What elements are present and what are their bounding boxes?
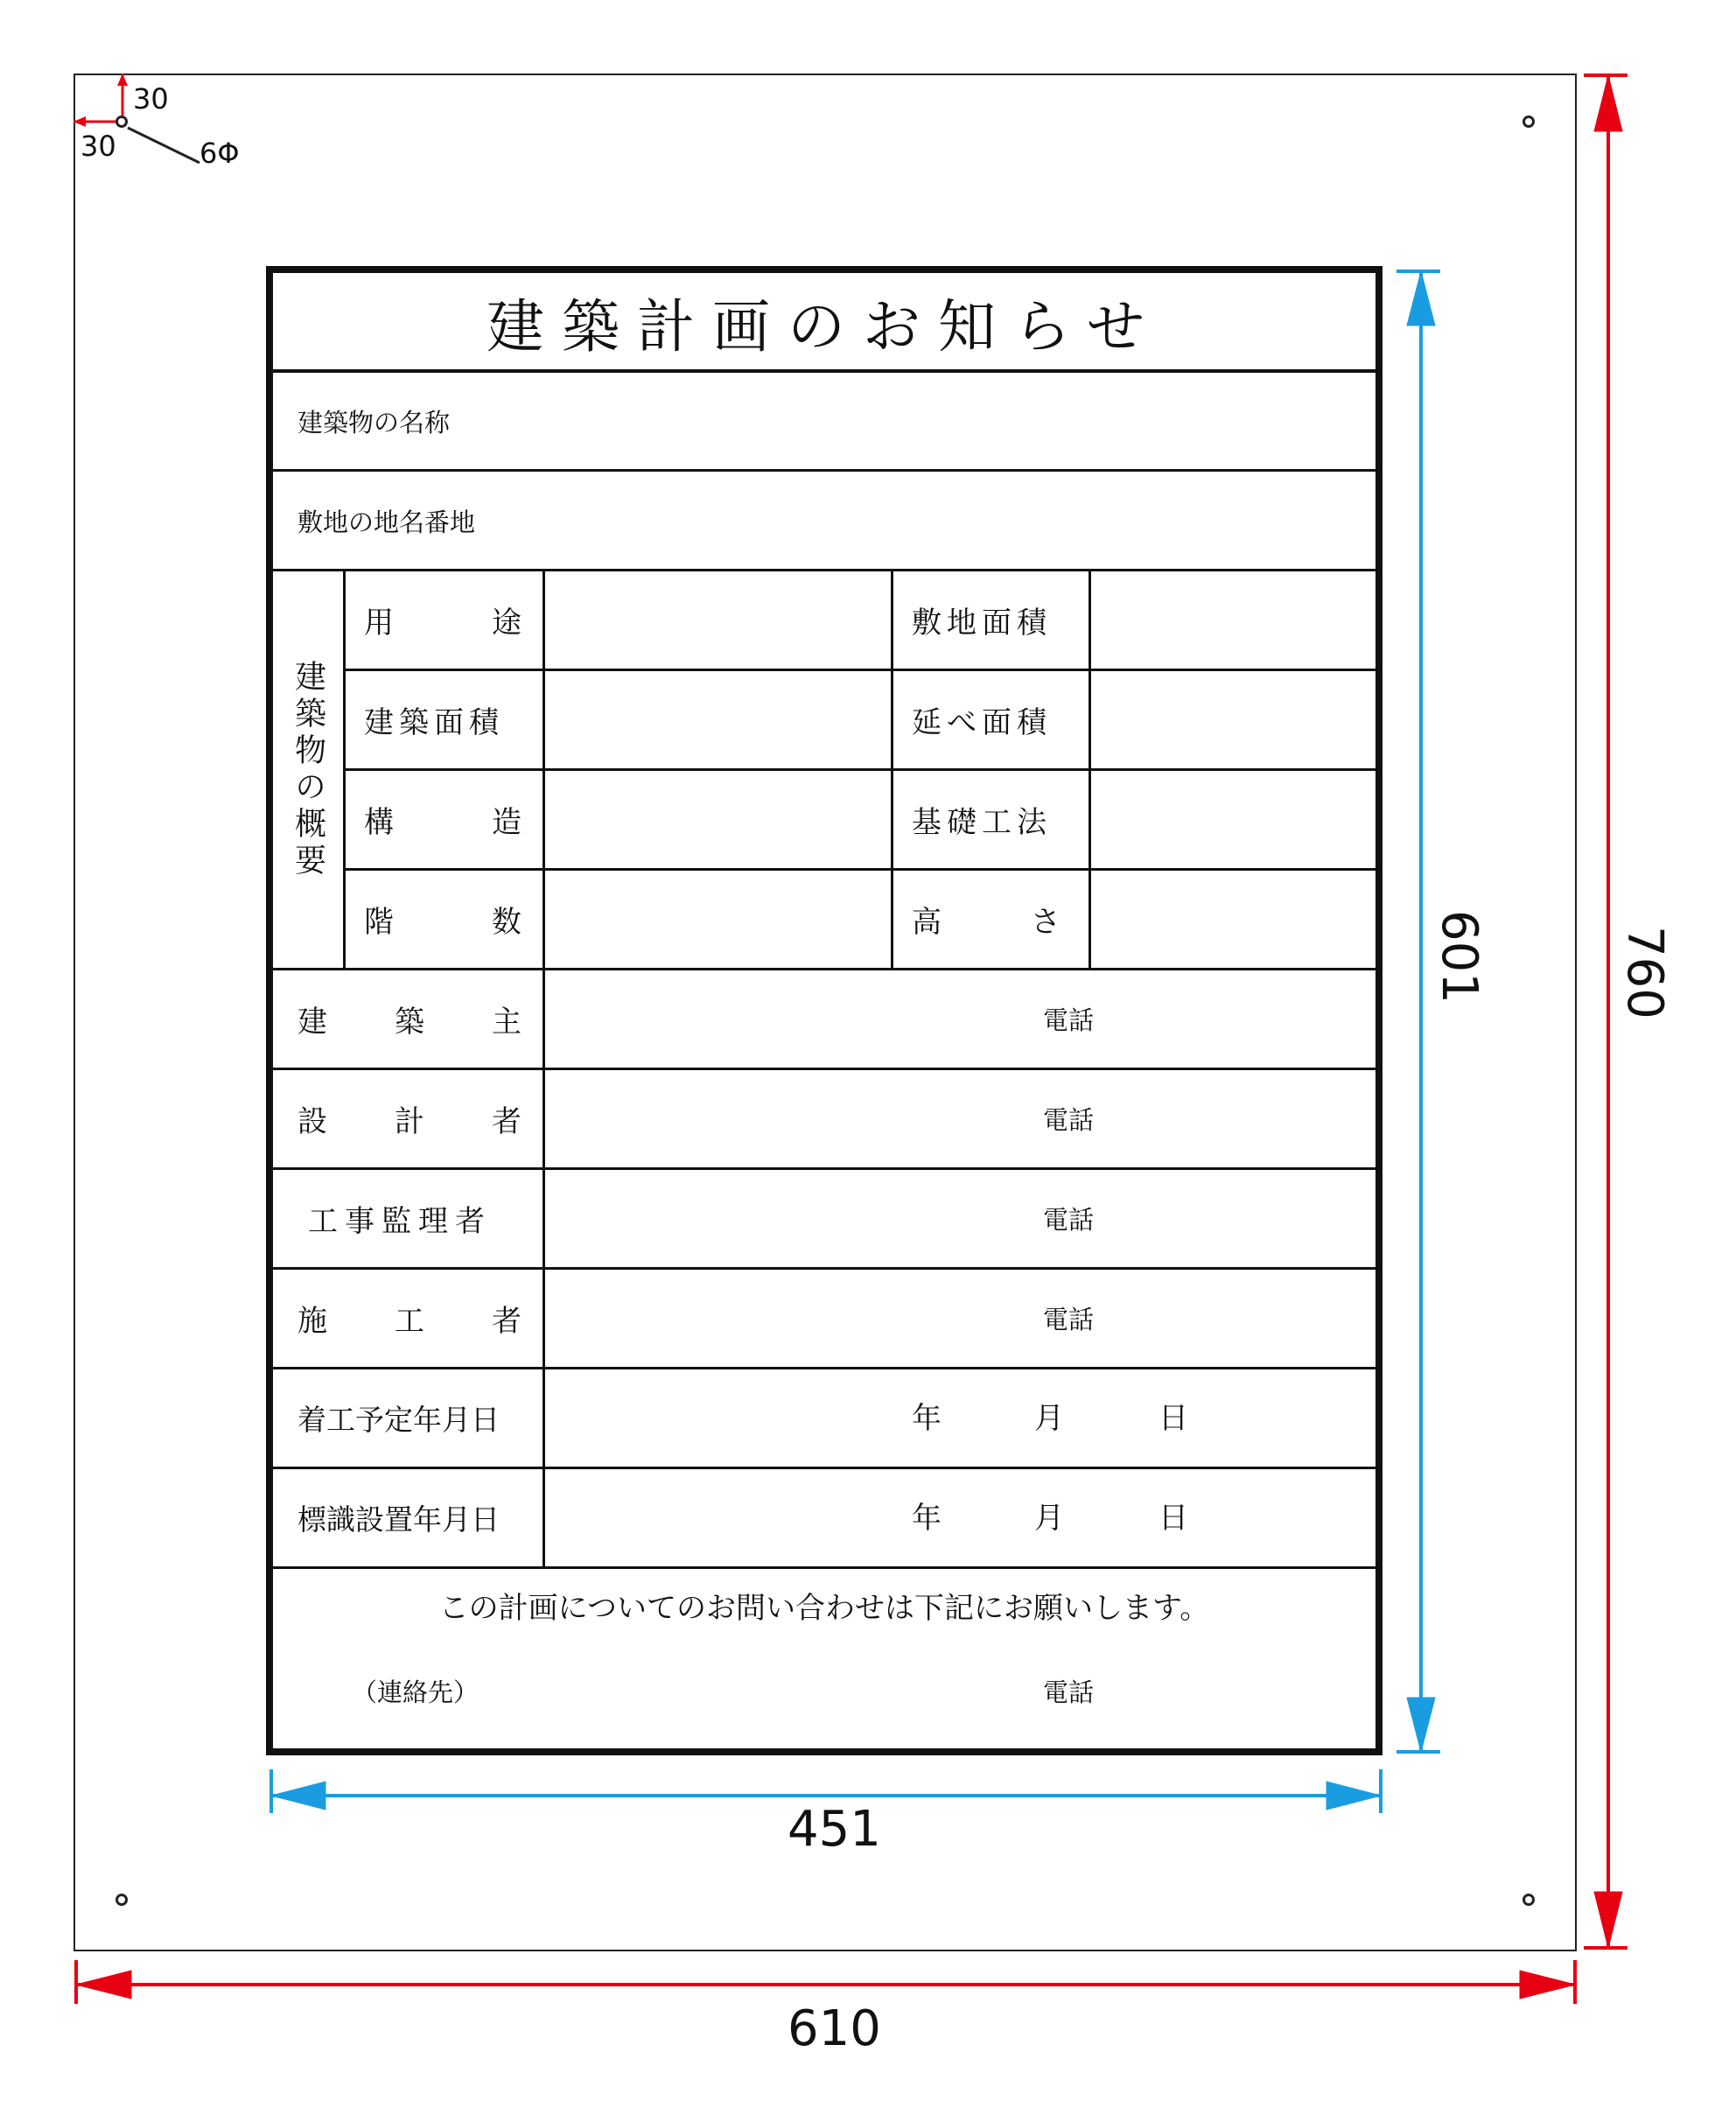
contractor-label	[298, 1270, 522, 1367]
site-area-label-text: 敷地面積	[912, 606, 1052, 641]
structure-label-char-1: 構	[364, 805, 394, 840]
usage-label	[364, 571, 522, 669]
total-floor-area-label	[912, 671, 1069, 768]
usage-label-char-2: 途	[492, 606, 522, 641]
contact-phone-label: 電話	[1043, 1677, 1095, 1707]
sign-install-date-month: 月	[1034, 1501, 1064, 1536]
contractor-label-char-3: 者	[492, 1304, 522, 1339]
usage-label-char-1: 用	[364, 606, 394, 641]
contact-label: （連絡先）	[352, 1677, 480, 1707]
sign-install-date-day: 日	[1158, 1501, 1188, 1536]
inner-width-label: 451	[788, 1801, 881, 1858]
height-label-char-1: 高	[912, 905, 942, 940]
outer-width-dimension	[76, 1960, 1575, 2004]
floors-label-char-2: 数	[492, 905, 522, 940]
outer-width-label: 610	[788, 2000, 881, 2057]
designer-label-char-2: 計	[395, 1104, 424, 1139]
owner-label	[298, 970, 522, 1068]
inquiry-text: この計画についてのお問い合わせは下記にお願いします。	[438, 1590, 1210, 1626]
designer-phone-label: 電話	[1043, 1105, 1095, 1135]
designer-label-char-1: 設	[298, 1104, 327, 1139]
sign-install-date-year: 年	[912, 1501, 942, 1536]
owner-label-char-3: 主	[492, 1005, 522, 1040]
start-date-label: 着工予定年月日	[298, 1403, 500, 1437]
owner-phone-label: 電話	[1043, 1005, 1095, 1035]
inner-height-label: 601	[1431, 910, 1488, 1004]
sign-install-date-label: 標識設置年月日	[298, 1502, 500, 1537]
height-label	[912, 871, 1060, 968]
foundation-method-label-text: 基礎工法	[912, 805, 1052, 840]
hole-offset-y-label: 30	[133, 82, 169, 116]
start-date-year: 年	[912, 1401, 942, 1436]
total-floor-area-label-text: 延べ面積	[912, 705, 1052, 740]
floors-label-char-1: 階	[364, 905, 394, 940]
site-area-label	[912, 571, 1069, 669]
site-address-label: 敷地の地名番地	[298, 507, 476, 537]
foundation-method-label	[912, 771, 1069, 868]
outer-height-label: 760	[1616, 926, 1673, 1019]
structure-label	[364, 771, 522, 868]
owner-label-char-1: 建	[298, 1005, 327, 1040]
supervisor-label	[308, 1170, 532, 1267]
designer-label	[298, 1070, 522, 1167]
contractor-phone-label: 電話	[1043, 1305, 1095, 1334]
start-date-month: 月	[1034, 1401, 1064, 1436]
designer-label-char-3: 者	[492, 1104, 522, 1139]
building-name-label: 建築物の名称	[298, 407, 451, 438]
floors-label	[364, 871, 522, 968]
building-notice-sign	[266, 266, 1382, 1755]
structure-label-char-2: 造	[492, 805, 522, 840]
height-label-char-2: さ	[1031, 905, 1060, 940]
start-date-day: 日	[1158, 1401, 1188, 1436]
inner-height-dimension	[1396, 271, 1440, 1752]
building-overview-label: 建築物の概要	[290, 659, 326, 880]
owner-label-char-2: 築	[395, 1005, 424, 1040]
hole-offset-x-label: 30	[80, 130, 116, 163]
building-area-label-text: 建築面積	[364, 705, 504, 740]
supervisor-label-text: 工事監理者	[308, 1204, 492, 1239]
contractor-label-char-2: 工	[395, 1304, 424, 1339]
building-area-label	[364, 671, 522, 768]
supervisor-phone-label: 電話	[1043, 1205, 1095, 1235]
contractor-label-char-1: 施	[298, 1304, 327, 1339]
sign-title: 建築計画のお知らせ	[486, 292, 1163, 361]
hole-diameter-label: 6Φ	[200, 137, 240, 170]
